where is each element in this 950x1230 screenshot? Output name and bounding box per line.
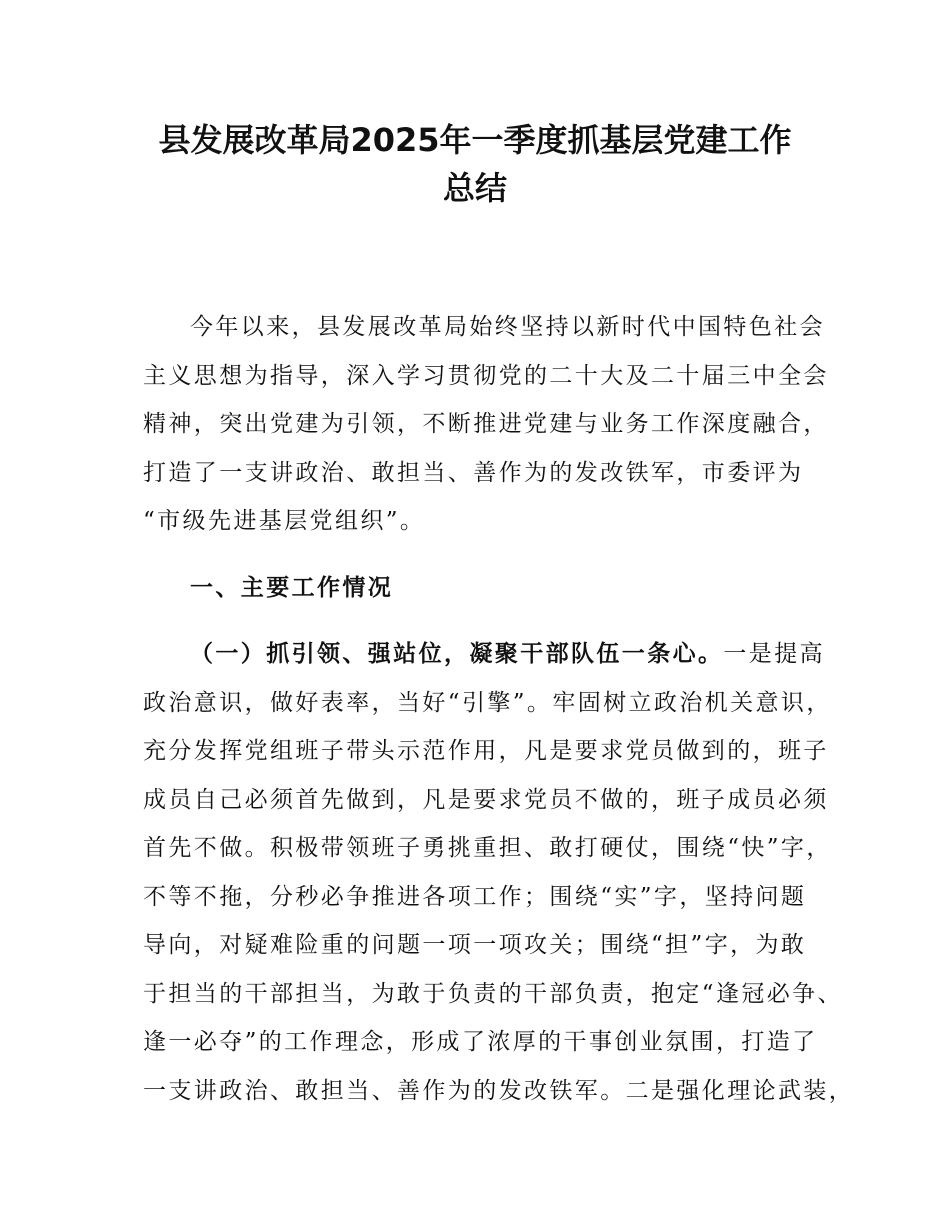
paragraph-line: 打造了一支讲政治、敢担当、善作为的发改铁军，市委评为 [143,459,804,486]
title-line-2: 总结 [442,169,507,207]
subsection-paragraph [143,630,855,1115]
paragraph-line: 导向，对疑难险重的问题一项一项攻关；围绕“担”字，为敢 [143,932,807,958]
subsection-heading: （一）抓引领、强站位，凝聚干部队伍一条心。 [190,641,724,667]
paragraph-line: 主义思想为指导，深入学习贯彻党的二十大及二十届三中全会 [143,362,829,389]
document-body [143,303,855,1115]
paragraph-line: 精神，突出党建为引领，不断推进党建与业务工作深度融合， [143,411,829,437]
intro-paragraph [143,303,829,546]
paragraph-line: 充分发挥党组班子带头示范作用，凡是要求党员做到的，班子 [143,738,829,764]
paragraph-line: 不等不拖，分秒必争推进各项工作；围绕“实”字，坚持问题 [143,883,807,910]
paragraph-line: 于担当的干部担当，为敢于负责的干部负责，抱定“逢冠必争、 [143,980,843,1007]
paragraph-line: 政治意识，做好表率，当好“引擎”。牢固树立政治机关意识， [143,689,832,716]
subsection-first-line [143,630,826,679]
paragraph-line: 首先不做。积极带领班子勇挑重担、敢打硬仗，围绕“快”字， [143,835,832,861]
title-line-1: 县发展改革局2025年一季度抓基层党建工作 [158,121,792,159]
paragraph-line: 逢一必夺”的工作理念，形成了浓厚的干事创业氛围，打造了 [143,1029,818,1055]
paragraph-line: “市级先进基层党组织”。 [143,508,426,534]
section-heading: 一、主要工作情况 [190,574,394,601]
paragraph-line: 一支讲政治、敢担当、善作为的发改铁军。二是强化理论武装， [143,1077,855,1104]
paragraph-line: 今年以来，县发展改革局始终坚持以新时代中国特色社会 [190,314,825,340]
paragraph-spacing [143,546,823,564]
subsection-first-line-text: 一是提高 [723,641,826,667]
paragraph-spacing [143,612,823,630]
paragraph-line: 成员自己必须首先做到，凡是要求党员不做的，班子成员必须 [143,786,829,813]
document-title [120,116,830,212]
